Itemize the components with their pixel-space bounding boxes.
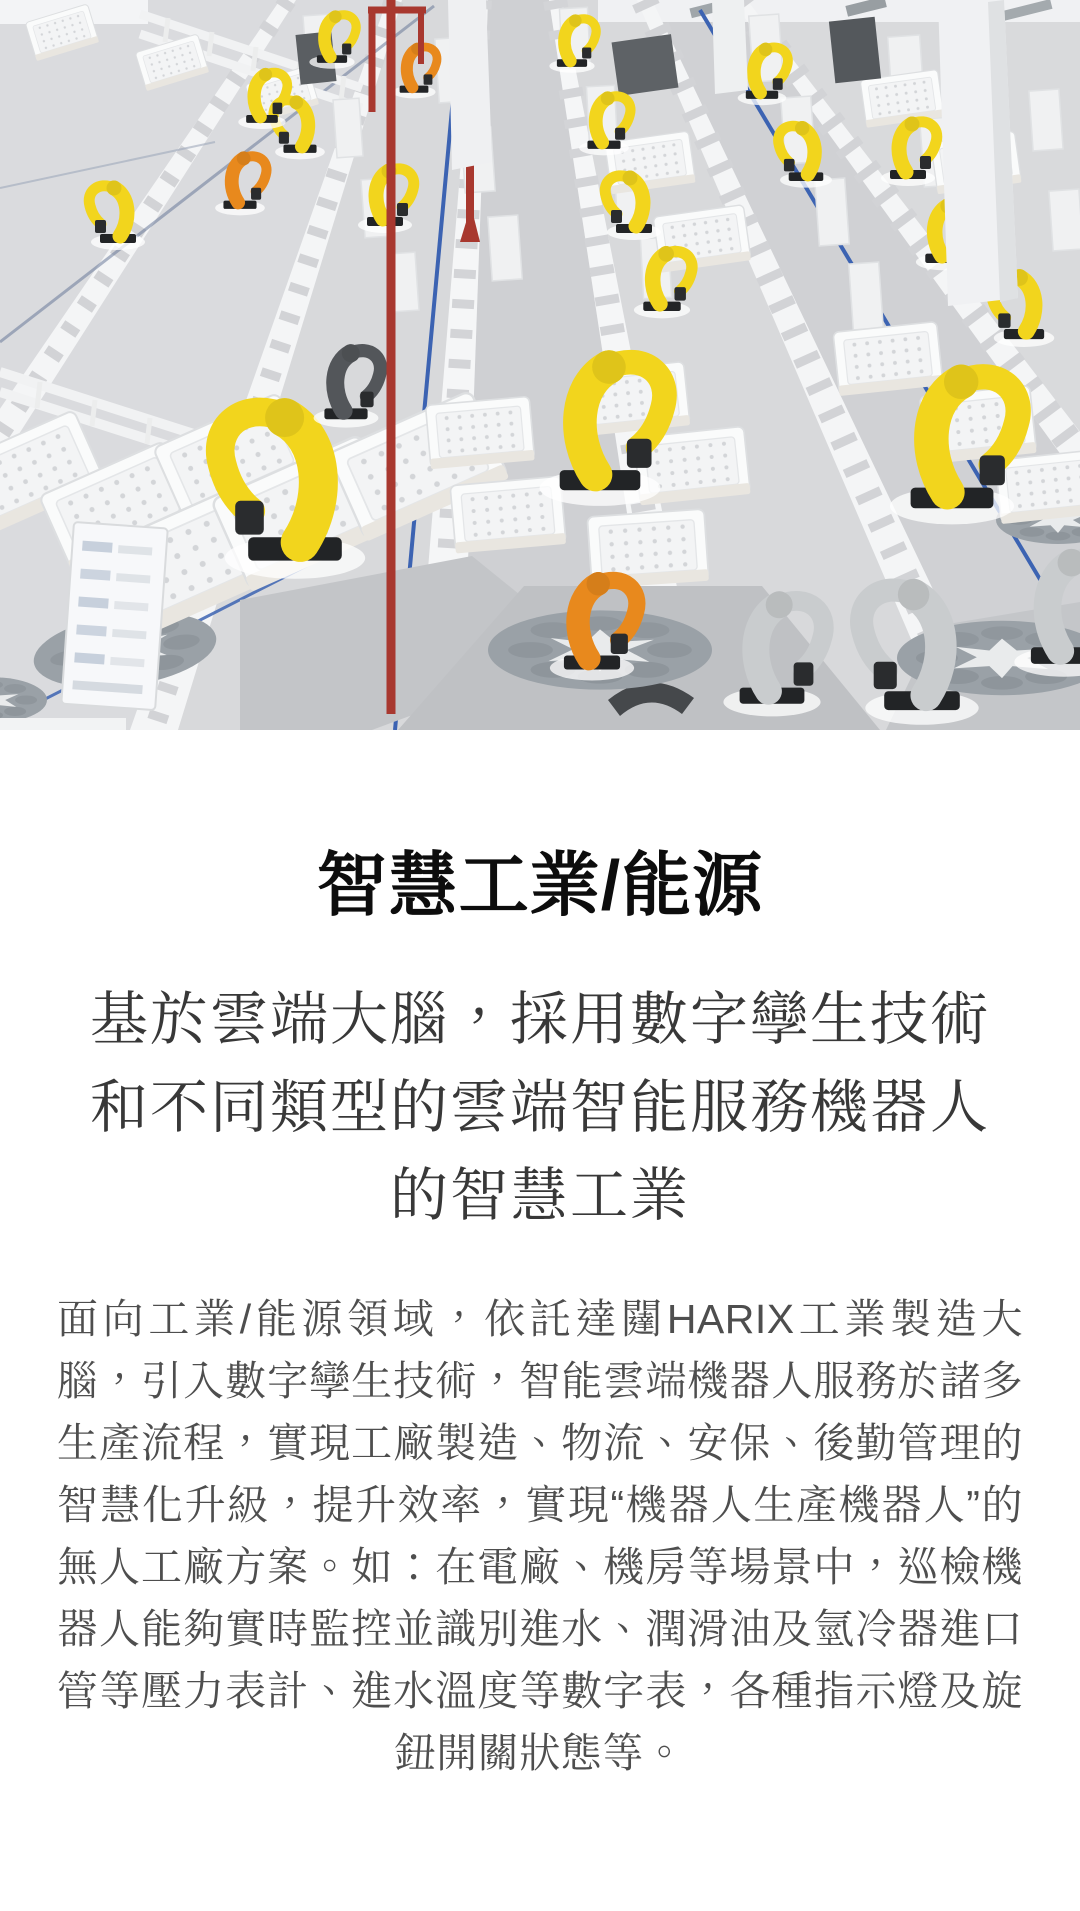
- content-section: [0, 842, 1080, 1784]
- body-paragraph: 面向工業/能源領域，依託達闥HARIX工業製造大腦，引入數字孿生技術，智能雲端機器人服務於諸多生產流程，實現工廠製造、物流、安保、後勤管理的智慧化升級，提升效率，實現“機器人生產機器人”的無人工廠方案。如：在電廠、機房等場景中，巡檢機器人能夠實時監控並識別進水、潤滑油及氫冷器進口管等壓力表計、進水溫度等數字表，各種指示燈及旋鈕開關狀態等。: [57, 1296, 1023, 1777]
- ceiling-band: [598, 0, 1080, 22]
- page-title: 智慧工業/能源: [316, 846, 764, 924]
- wall-sign: [61, 522, 167, 710]
- page-subtitle-line: 基於雲端大腦，採用數字孿生技術: [89, 987, 990, 1053]
- floor-edge-strip: [0, 718, 126, 730]
- page-subtitle-line: 的智慧工業: [389, 1163, 690, 1229]
- page-subtitle: [0, 976, 1080, 1240]
- hero-image: [0, 0, 1080, 730]
- page-subtitle-line: 和不同類型的雲端智能服務機器人: [89, 1075, 990, 1141]
- smart-factory-3d-scene: [0, 0, 1080, 730]
